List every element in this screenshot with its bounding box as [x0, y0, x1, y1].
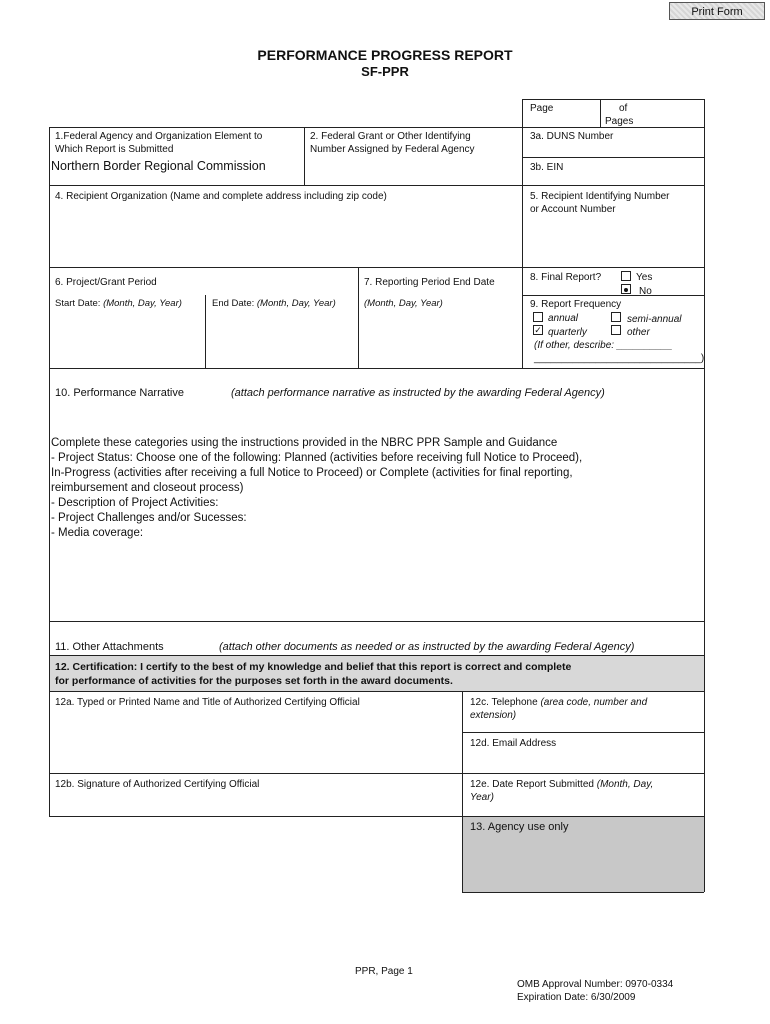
- federal-agency-field[interactable]: Northern Border Regional Commission: [51, 159, 266, 173]
- omb-number: OMB Approval Number: 0970-0334: [517, 979, 674, 990]
- box2-label-1: 2. Federal Grant or Other Identifying: [310, 131, 471, 142]
- semi-annual-checkbox[interactable]: [611, 312, 621, 322]
- recipient-id-label-2: or Account Number: [530, 204, 616, 215]
- duns-label: 3a. DUNS Number: [530, 131, 614, 142]
- reporting-period-label: 7. Reporting Period End Date: [364, 277, 495, 288]
- print-form-button[interactable]: Print Form: [669, 2, 765, 20]
- certifying-official-label: 12a. Typed or Printed Name and Title of Authorized Certifying Official: [55, 697, 360, 708]
- pages-label: Pages: [605, 116, 634, 127]
- box1-label-2: Which Report is Submitted: [55, 144, 174, 155]
- narrative-line: reimbursement and closeout process): [51, 482, 244, 494]
- attachments-label: 11. Other Attachments: [55, 641, 164, 653]
- date-submitted-label: 12e. Date Report Submitted (Month, Day,: [470, 779, 654, 790]
- other-describe-line: ______________________________): [534, 353, 705, 364]
- page-subtitle: SF-PPR: [361, 64, 409, 79]
- telephone-label: 12c. Telephone (area code, number and: [470, 697, 648, 708]
- annual-checkbox[interactable]: [533, 312, 543, 322]
- narrative-line: - Project Status: Choose one of the following: Planned (activities before receiving full Notice to Proceed),: [51, 452, 583, 464]
- end-date-label: End Date: (Month, Day, Year): [212, 298, 336, 309]
- recipient-org-label: 4. Recipient Organization (Name and complete address including zip code): [55, 191, 387, 202]
- reporting-period-format: (Month, Day, Year): [364, 298, 443, 309]
- narrative-label: 10. Performance Narrative: [55, 387, 184, 399]
- other-label: other: [627, 327, 650, 338]
- certification-line-1: 12. Certification: I certify to the best of my knowledge and belief that this report is correct and complete: [55, 661, 572, 673]
- quarterly-label: quarterly: [548, 327, 587, 338]
- recipient-id-label-1: 5. Recipient Identifying Number: [530, 191, 670, 202]
- date-submitted-note: Year): [470, 792, 494, 803]
- attachments-instruction: (attach other documents as needed or as instructed by the awarding Federal Agency): [219, 641, 635, 653]
- final-report-yes-label: Yes: [636, 272, 653, 283]
- certification-line-2: for performance of activities for the purposes set forth in the award documents.: [55, 675, 453, 687]
- quarterly-checkbox[interactable]: ✓: [534, 325, 542, 335]
- semi-annual-label: semi-annual: [627, 314, 682, 325]
- narrative-line: In-Progress (activities after receiving a full Notice to Proceed) or Complete (activities for final reporting,: [51, 467, 573, 479]
- final-report-yes-checkbox[interactable]: [621, 271, 631, 281]
- annual-label: annual: [548, 313, 579, 324]
- expiration-date: Expiration Date: 6/30/2009: [517, 992, 636, 1003]
- page-title: PERFORMANCE PROGRESS REPORT: [257, 47, 513, 63]
- narrative-instruction: (attach performance narrative as instructed by the awarding Federal Agency): [231, 387, 605, 399]
- page-label: Page: [530, 103, 554, 114]
- ein-label: 3b. EIN: [530, 162, 564, 173]
- final-report-no-checkbox[interactable]: [621, 284, 631, 294]
- narrative-body[interactable]: [51, 436, 691, 541]
- box2-label-2: Number Assigned by Federal Agency: [310, 144, 475, 155]
- final-report-label: 8. Final Report?: [530, 272, 602, 283]
- final-report-no-label: No: [639, 286, 652, 297]
- signature-label: 12b. Signature of Authorized Certifying Official: [55, 779, 260, 790]
- email-label: 12d. Email Address: [470, 738, 557, 749]
- of-label: of: [619, 103, 628, 114]
- agency-use-label: 13. Agency use only: [470, 821, 569, 833]
- telephone-note: extension): [470, 710, 517, 721]
- box1-label-1: 1.Federal Agency and Organization Element to: [55, 131, 263, 142]
- narrative-line: - Media coverage:: [51, 527, 144, 539]
- other-checkbox[interactable]: [611, 325, 621, 335]
- start-date-label: Start Date: (Month, Day, Year): [55, 298, 182, 309]
- narrative-line: - Description of Project Activities:: [51, 497, 219, 509]
- narrative-line: Complete these categories using the instructions provided in the NBRC PPR Sample and Guidance: [51, 437, 558, 449]
- project-period-label: 6. Project/Grant Period: [55, 277, 157, 288]
- other-describe-label: (If other, describe: __________: [534, 340, 673, 351]
- footer-page: PPR, Page 1: [355, 966, 413, 977]
- narrative-line: - Project Challenges and/or Sucesses:: [51, 512, 247, 524]
- report-frequency-label: 9. Report Frequency: [530, 299, 622, 310]
